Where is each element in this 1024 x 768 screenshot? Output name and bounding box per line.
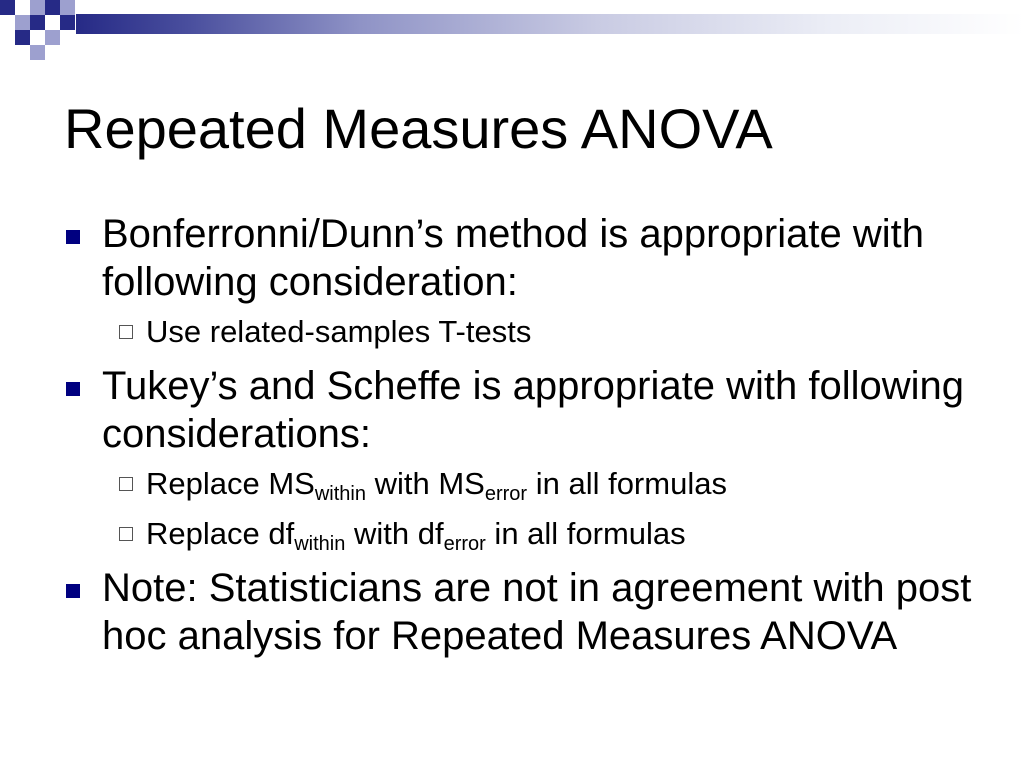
deco-square: [45, 30, 60, 45]
sub-bullet-suffix: in all formulas: [527, 466, 727, 501]
sub-bullet-text: Use related-samples T-tests: [146, 314, 532, 349]
subscript: within: [294, 533, 346, 555]
bullet-item: [0, 210, 1024, 306]
sub-bullet-suffix: in all formulas: [485, 516, 686, 551]
bullet-text: Tukey’s and Scheffe is appropriate with following considerations:: [102, 364, 964, 456]
sub-bullet-prefix: Replace df: [146, 516, 295, 551]
sub-bullet-item: [0, 464, 1024, 504]
deco-square: [15, 30, 30, 45]
bullet-text: Bonferronni/Dunn’s method is appropriate with following consideration:: [102, 212, 924, 304]
hollow-square-bullet-icon: [119, 325, 133, 339]
slide-title: Repeated Measures ANOVA: [64, 97, 773, 160]
bullet-list: [0, 210, 1024, 666]
deco-square: [15, 15, 30, 30]
filled-square-bullet-icon: [66, 382, 80, 396]
sub-bullet-middle: with MS: [366, 466, 485, 501]
subscript: error: [484, 483, 528, 505]
deco-square: [0, 0, 15, 15]
hollow-square-bullet-icon: [119, 477, 133, 491]
filled-square-bullet-icon: [66, 584, 80, 598]
subscript: error: [443, 533, 486, 555]
bullet-item: [0, 564, 1024, 660]
deco-square: [30, 15, 45, 30]
deco-square: [60, 15, 75, 30]
sub-bullet-prefix: Replace MS: [146, 466, 315, 501]
filled-square-bullet-icon: [66, 230, 80, 244]
bullet-text: Note: Statisticians are not in agreement with post hoc analysis for Repeated Measures ANOVA: [102, 566, 972, 658]
header-gradient-bar: [76, 14, 1024, 34]
subscript: within: [314, 483, 366, 505]
header-decoration: [0, 0, 1024, 70]
deco-square: [60, 0, 75, 15]
deco-square: [45, 0, 60, 15]
deco-square: [30, 0, 45, 15]
hollow-square-bullet-icon: [119, 527, 133, 541]
sub-bullet-item: [0, 312, 1024, 352]
bullet-item: [0, 362, 1024, 458]
sub-bullet-middle: with df: [345, 516, 444, 551]
deco-square: [30, 45, 45, 60]
sub-bullet-item: [0, 514, 1024, 554]
